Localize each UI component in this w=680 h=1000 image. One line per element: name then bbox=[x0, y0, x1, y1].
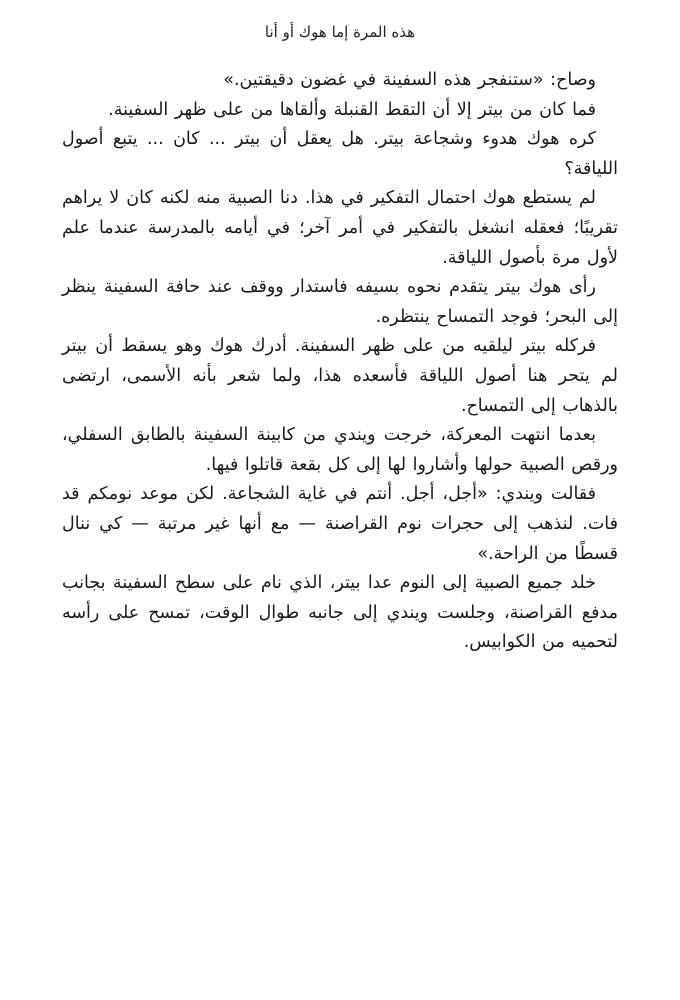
paragraph: فركله بيتر ليلقيه من على ظهر السفينة. أدرك هوك وهو يسقط أن بيتر لم يتحر هنا أصول اللياقة فأسعده هذا، ولما شعر بأنه الأسمى، ارتضى بالذهاب إلى التمساح. bbox=[62, 336, 618, 416]
paragraph: وصاح: «ستنفجر هذه السفينة في غضون دقيقتين.» bbox=[223, 70, 596, 90]
paragraph: فقالت ويندي: «أجل، أجل. أنتم في غاية الشجاعة. لكن موعد نومكم قد فات. لنذهب إلى حجرات نوم القراصنة — مع أنها غير مرتبة — كي ننال قسطًا من الراحة.» bbox=[62, 484, 618, 564]
paragraph: رأى هوك بيتر يتقدم نحوه بسيفه فاستدار ووقف عند حافة السفينة ينظر إلى البحر؛ فوجد التمساح ينتظره. bbox=[62, 277, 618, 327]
paragraph: لم يستطع هوك احتمال التفكير في هذا. دنا الصبية منه لكنه كان لا يراهم تقريبًا؛ فعقله انشغل بالتفكير في أمر آخر؛ في أيامه بالمدرسة عندما علم لأول مرة بأصول اللياقة. bbox=[62, 188, 618, 268]
paragraph: خلد جميع الصبية إلى النوم عدا بيتر، الذي نام على سطح السفينة بجانب مدفع القراصنة، وجلست ويندي إلى جانبه طوال الوقت، تمسح على رأسه لتحميه من الكوابيس. bbox=[62, 573, 618, 653]
running-header: هذه المرة إما هوك أو أنا bbox=[264, 23, 416, 41]
paragraph: فما كان من بيتر إلا أن التقط القنبلة وألقاها من على ظهر السفينة. bbox=[108, 99, 596, 120]
paragraph: كره هوك هدوء وشجاعة بيتر. هل يعقل أن بيتر ... كان ... يتبع أصول اللياقة؟ bbox=[62, 129, 618, 179]
chapter-body bbox=[62, 66, 618, 658]
paragraph: بعدما انتهت المعركة، خرجت ويندي من كابينة السفينة بالطابق السفلي، ورقص الصبية حولها وأشاروا لها إلى كل بقعة قاتلوا فيها. bbox=[62, 425, 618, 475]
